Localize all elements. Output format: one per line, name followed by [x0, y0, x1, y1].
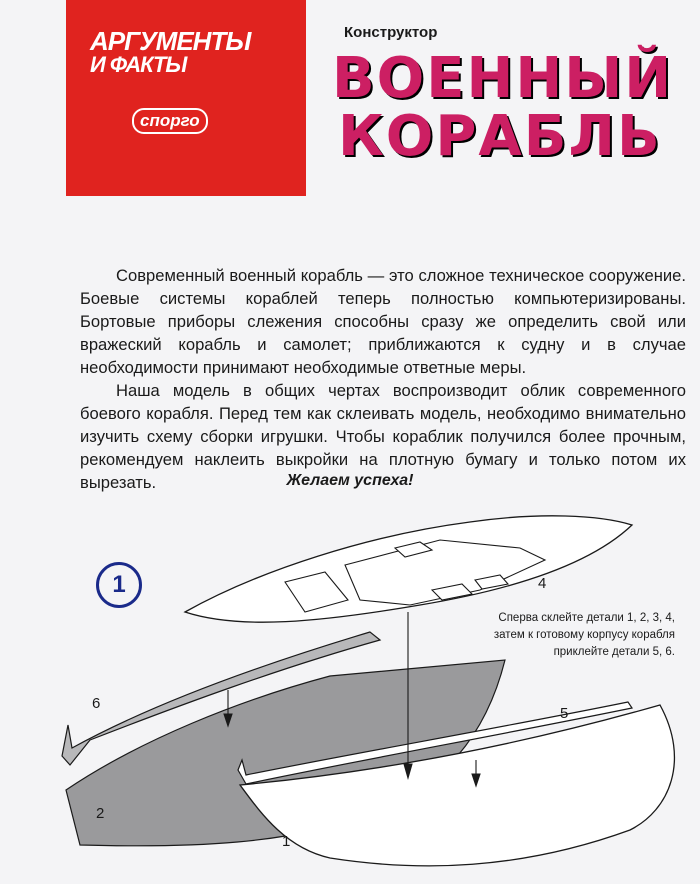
part-label-1: 1	[282, 833, 291, 850]
instruction-line-2: затем к готовому корпусу корабля	[493, 629, 675, 641]
article-paragraph-1: Современный военный корабль — это сложное техническое сооружение. Боевые системы кораблей теперь полностью компьютеризированы. Бортовые приборы слежения способны сразу же определить свой или вражеский корабль и самолет; приближаются к судну и в случае необходимости принимают необходимые ответные меры.	[80, 266, 686, 377]
page-title-line-1: ВОЕННЫЙ	[332, 46, 674, 111]
instruction-line-3: приклейте детали 5, 6.	[553, 646, 675, 658]
kicker-label: Конструктор	[344, 24, 438, 41]
page-title-line-2: КОРАБЛЬ	[338, 104, 662, 169]
article-paragraph-2: Наша модель в общих чертах воспроизводит облик современного боевого корабля. Перед тем как склеивать модель, необходимо внимательно изучить схему сборки игрушки. Чтобы кораблик получился более прочным, рекомендуем наклеить выкройки на плотную бумагу и только потом их вырезать.	[80, 381, 686, 492]
assembly-instructions	[420, 610, 675, 661]
deck-superstructure	[285, 540, 545, 612]
logo-line-1: АРГУМЕНТЫ	[90, 26, 251, 56]
part-label-4: 4	[538, 575, 547, 592]
part-label-2: 2	[96, 805, 105, 822]
instruction-line-1: Сперва склейте детали 1, 2, 3, 4,	[498, 612, 675, 624]
closing-wish: Желаем успеха!	[286, 472, 414, 489]
step-number-badge: 1	[96, 562, 142, 608]
logo-line-2: И ФАКТЫ	[90, 52, 187, 77]
logo-stamp: спорго	[132, 108, 208, 134]
part-label-5: 5	[560, 705, 569, 722]
part-label-6: 6	[92, 695, 101, 712]
